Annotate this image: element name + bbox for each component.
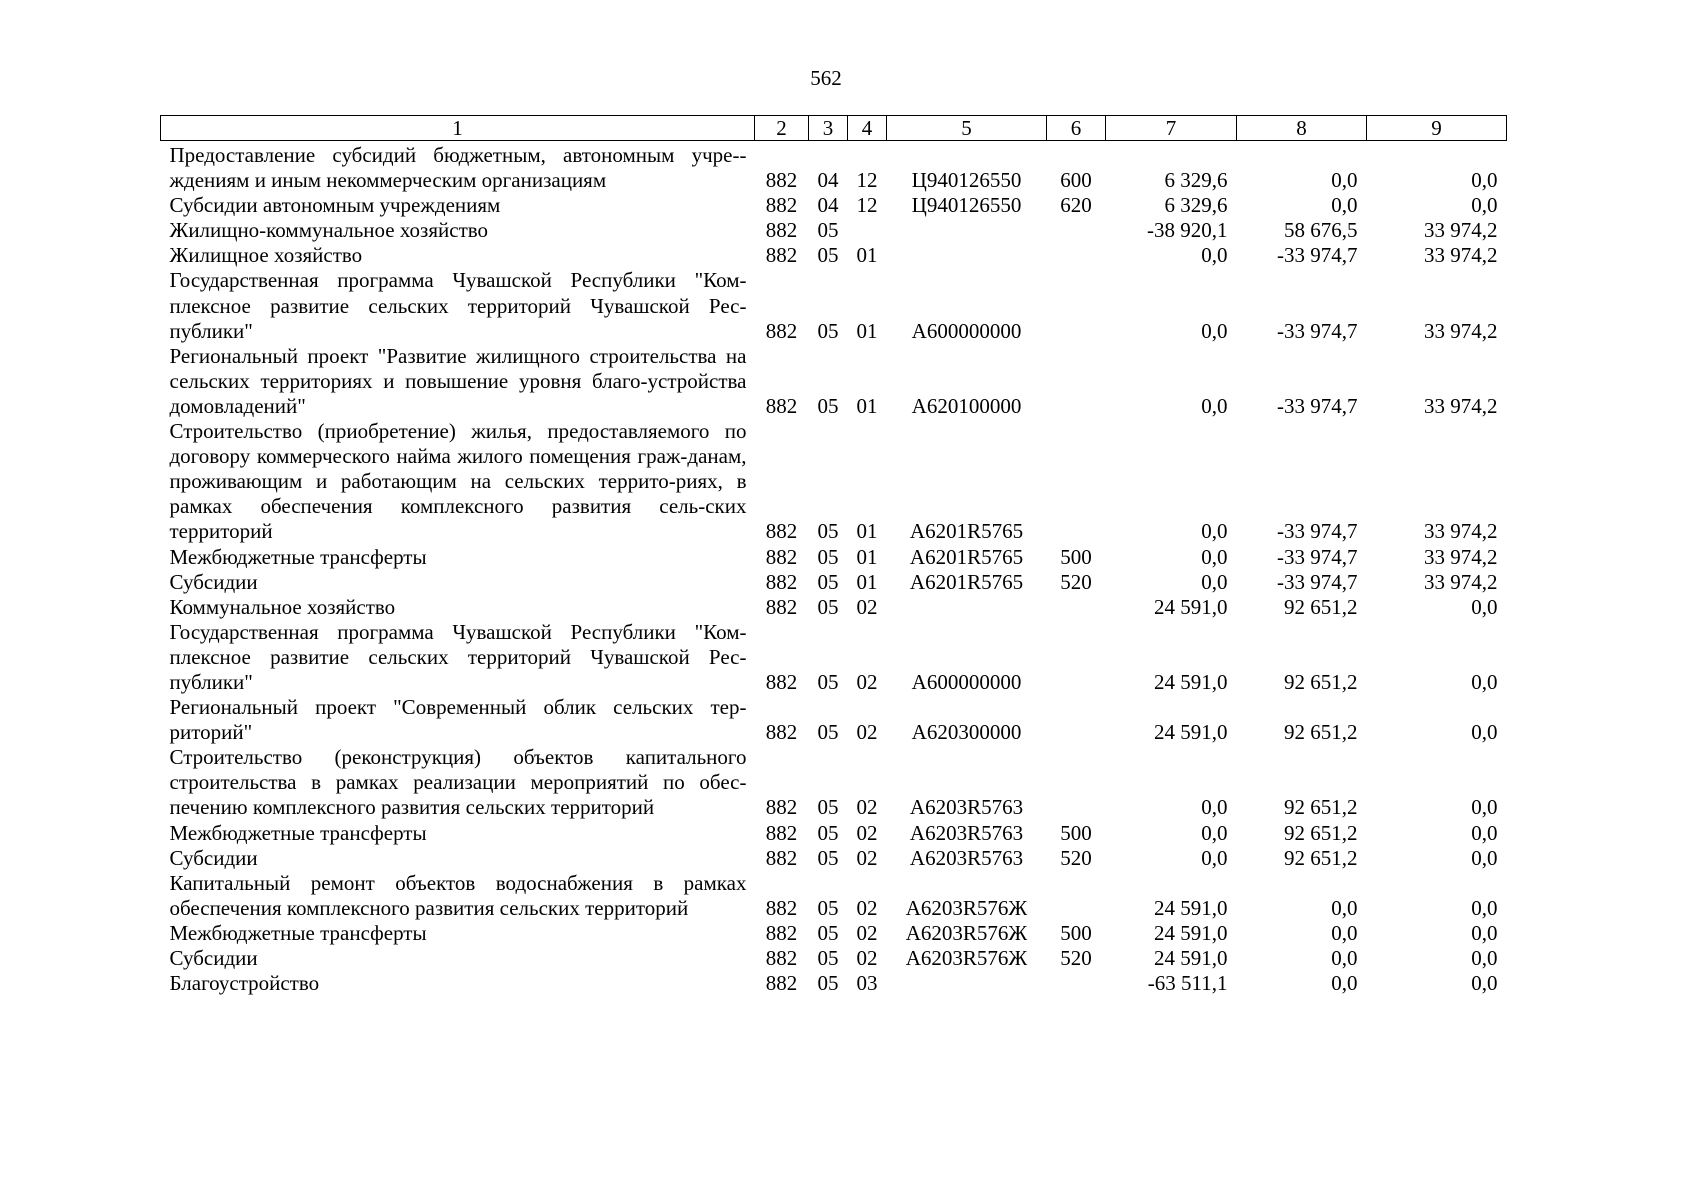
row-name: Коммунальное хозяйство (169, 594, 396, 619)
row-gr-code: 882 (765, 795, 798, 820)
row-expense-type (1047, 620, 1106, 695)
row-target-article (887, 971, 1047, 996)
row-target-article: А620100000 (911, 393, 1022, 418)
row-value-9: 0,0 (1471, 845, 1498, 870)
row-value-7: 0,0 (1201, 519, 1228, 544)
row-expense-type (1047, 218, 1106, 243)
row-section: 05 (817, 669, 839, 694)
row-name: Государственная программа Чувашской Республики "Ком-плексное развитие сельских территорий Чувашской Рес-публики" (169, 268, 747, 343)
row-expense-type (1047, 871, 1106, 921)
row-value-7: 24 591,0 (1154, 920, 1228, 945)
row-value-8: 92 651,2 (1284, 594, 1358, 619)
row-subsection: 12 (856, 193, 878, 218)
row-value-9: 0,0 (1471, 946, 1498, 970)
row-name: Региональный проект "Развитие жилищного строительства на сельских территориях и повышение уровня благо-устройства домовладений" (169, 343, 747, 418)
row-subsection: 02 (856, 820, 878, 845)
table-row (161, 871, 1507, 921)
row-value-7: 6 329,6 (1164, 168, 1228, 193)
row-gr-code: 882 (765, 971, 798, 996)
row-value-9: 0,0 (1471, 720, 1498, 745)
row-value-7: 0,0 (1201, 795, 1228, 820)
row-gr-code: 882 (765, 393, 798, 418)
row-name: Жилищно-коммунальное хозяйство (169, 218, 489, 243)
row-subsection: 01 (856, 243, 878, 268)
row-value-9: 33 974,2 (1424, 544, 1498, 569)
row-subsection: 03 (856, 971, 878, 996)
table-row (161, 745, 1507, 820)
row-subsection: 01 (856, 393, 878, 418)
row-section: 05 (817, 820, 839, 845)
row-target-article (887, 243, 1047, 268)
row-section: 05 (817, 318, 839, 343)
page-number: 562 (810, 66, 842, 90)
row-expense-type: 500 (1060, 920, 1092, 945)
row-value-9: 33 974,2 (1424, 519, 1498, 544)
table-row (161, 268, 1507, 343)
row-gr-code: 882 (765, 168, 798, 193)
row-subsection: 02 (856, 845, 878, 870)
header-col-8: 8 (1237, 116, 1367, 141)
header-col-2: 2 (755, 116, 809, 141)
row-value-7: 24 591,0 (1154, 946, 1228, 970)
row-value-8: 58 676,5 (1284, 218, 1358, 243)
row-gr-code: 882 (765, 720, 798, 745)
row-expense-type: 520 (1060, 845, 1092, 870)
row-expense-type: 620 (1060, 193, 1092, 218)
row-section: 05 (817, 393, 839, 418)
table-row (161, 193, 1507, 218)
header-col-3: 3 (809, 116, 848, 141)
row-expense-type (1047, 695, 1106, 745)
row-expense-type: 500 (1060, 544, 1092, 569)
row-value-9: 0,0 (1471, 594, 1498, 619)
table-row (161, 971, 1507, 996)
row-expense-type: 520 (1060, 569, 1092, 594)
row-subsection: 02 (856, 720, 878, 745)
row-section: 05 (817, 795, 839, 820)
header-col-9: 9 (1367, 116, 1507, 141)
row-value-9: 0,0 (1471, 168, 1498, 193)
row-value-8: -33 974,7 (1277, 393, 1358, 418)
table-row (161, 344, 1507, 419)
row-target-article: А6203R5763 (909, 845, 1024, 870)
row-target-article: А6203R5763 (909, 795, 1024, 820)
row-name: Жилищное хозяйство (169, 243, 363, 268)
row-value-8: -33 974,7 (1277, 569, 1358, 594)
row-gr-code: 882 (765, 243, 798, 268)
row-gr-code: 882 (765, 845, 798, 870)
row-gr-code: 882 (765, 193, 798, 218)
row-subsection: 01 (856, 544, 878, 569)
row-value-9: 0,0 (1471, 669, 1498, 694)
table-row (161, 846, 1507, 871)
row-section: 05 (817, 594, 839, 619)
row-expense-type (1047, 595, 1106, 620)
row-gr-code: 882 (765, 946, 798, 970)
row-name: Строительство (приобретение) жилья, предоставляемого по договору коммерческого найма жилого помещения граж-данам, проживающим и работающим на сельских террито-риях, в рамках обеспечения комплексного развития сель-ских территорий (169, 419, 747, 544)
row-target-article: А6203R576Ж (905, 946, 1028, 970)
row-section: 04 (817, 168, 839, 193)
row-value-8: -33 974,7 (1277, 243, 1358, 268)
row-value-9: 33 974,2 (1424, 218, 1498, 243)
row-gr-code: 882 (765, 669, 798, 694)
row-gr-code: 882 (765, 920, 798, 945)
row-name: Строительство (реконструкция) объектов капитального строительства в рамках реализации мероприятий по обес-печению комплексного развития сельских территорий (169, 745, 747, 820)
row-gr-code: 882 (765, 895, 798, 920)
header-col-4: 4 (848, 116, 887, 141)
row-value-7: 24 591,0 (1154, 669, 1228, 694)
table-body (161, 141, 1507, 997)
row-gr-code: 882 (765, 519, 798, 544)
row-target-article: А6203R576Ж (905, 920, 1028, 945)
row-target-article (887, 218, 1047, 243)
row-expense-type: 520 (1060, 946, 1092, 970)
row-value-7: -63 511,1 (1147, 971, 1228, 996)
row-value-8: 0,0 (1331, 971, 1358, 996)
row-target-article: А6203R5763 (909, 820, 1024, 845)
row-expense-type (1047, 971, 1106, 996)
row-section: 05 (817, 946, 839, 970)
row-section: 04 (817, 193, 839, 218)
row-name: Субсидии (169, 569, 258, 594)
row-section: 05 (817, 720, 839, 745)
row-value-7: 0,0 (1201, 393, 1228, 418)
row-section: 05 (817, 243, 839, 268)
header-col-5: 5 (887, 116, 1047, 141)
row-subsection: 02 (856, 895, 878, 920)
table-header (161, 116, 1507, 141)
row-value-9: 0,0 (1471, 795, 1498, 820)
row-gr-code: 882 (765, 218, 798, 243)
row-section: 05 (817, 971, 839, 996)
row-expense-type: 500 (1060, 820, 1092, 845)
row-value-7: 0,0 (1201, 243, 1228, 268)
row-subsection: 02 (856, 920, 878, 945)
table-row (161, 620, 1507, 695)
row-value-7: 24 591,0 (1154, 720, 1228, 745)
row-subsection: 02 (856, 594, 878, 619)
row-target-article: А6201R5765 (909, 544, 1024, 569)
row-subsection: 01 (856, 519, 878, 544)
row-target-article: А6203R576Ж (905, 895, 1028, 920)
row-subsection: 02 (856, 795, 878, 820)
table-row (161, 243, 1507, 268)
row-section: 05 (817, 569, 839, 594)
row-value-9: 0,0 (1471, 920, 1498, 945)
row-expense-type (1047, 419, 1106, 544)
row-subsection: 02 (856, 946, 878, 970)
row-section: 05 (817, 895, 839, 920)
row-target-article: А6201R5765 (909, 569, 1024, 594)
row-value-7: 0,0 (1201, 569, 1228, 594)
row-subsection: 01 (856, 569, 878, 594)
row-value-7: 0,0 (1201, 318, 1228, 343)
row-value-8: 0,0 (1331, 168, 1358, 193)
row-target-article (887, 595, 1047, 620)
row-value-8: -33 974,7 (1277, 519, 1358, 544)
row-value-8: 0,0 (1331, 193, 1358, 218)
table-row (161, 921, 1507, 946)
row-value-9: 33 974,2 (1424, 393, 1498, 418)
row-gr-code: 882 (765, 318, 798, 343)
row-name: Субсидии автономным учреждениям (169, 193, 501, 218)
row-value-8: 0,0 (1331, 895, 1358, 920)
row-value-7: 0,0 (1201, 845, 1228, 870)
row-target-article: Ц940126550 (911, 193, 1022, 218)
row-target-article: А6201R5765 (909, 519, 1024, 544)
row-value-9: 33 974,2 (1424, 569, 1498, 594)
row-target-article: А620300000 (911, 720, 1022, 745)
row-gr-code: 882 (765, 569, 798, 594)
row-name: Предоставление субсидий бюджетным, автономным учре-ждениям и иным некоммерческим организациям (169, 143, 747, 193)
header-col-7: 7 (1106, 116, 1237, 141)
row-value-7: 24 591,0 (1154, 594, 1228, 619)
row-section: 05 (817, 218, 839, 243)
table-row (161, 595, 1507, 620)
row-value-7: 6 329,6 (1164, 193, 1228, 218)
row-target-article: А600000000 (911, 669, 1022, 694)
row-expense-type (1047, 745, 1106, 820)
table-row (161, 218, 1507, 243)
row-value-8: 92 651,2 (1284, 669, 1358, 694)
row-name: Межбюджетные трансферты (169, 544, 427, 569)
row-subsection: 01 (856, 318, 878, 343)
row-gr-code: 882 (765, 544, 798, 569)
row-section: 05 (817, 519, 839, 544)
row-section: 05 (817, 920, 839, 945)
header-col-6: 6 (1047, 116, 1106, 141)
row-value-8: 92 651,2 (1284, 845, 1358, 870)
header-row (161, 116, 1507, 141)
row-value-8: 92 651,2 (1284, 795, 1358, 820)
row-name: Благоустройство (169, 971, 320, 996)
budget-table (160, 115, 1507, 996)
row-section: 05 (817, 845, 839, 870)
table-row (161, 946, 1507, 971)
row-expense-type (1047, 268, 1106, 343)
table-row (161, 545, 1507, 570)
row-expense-type (1047, 344, 1106, 419)
table-row (161, 695, 1507, 745)
row-gr-code: 882 (765, 820, 798, 845)
row-name: Государственная программа Чувашской Республики "Ком-плексное развитие сельских территорий Чувашской Рес-публики" (169, 619, 747, 694)
row-value-8: 92 651,2 (1284, 720, 1358, 745)
row-subsection: 02 (856, 669, 878, 694)
table-row (161, 141, 1507, 194)
row-value-7: 0,0 (1201, 544, 1228, 569)
row-value-8: -33 974,7 (1277, 318, 1358, 343)
row-value-9: 33 974,2 (1424, 243, 1498, 268)
row-gr-code: 882 (765, 594, 798, 619)
row-section: 05 (817, 544, 839, 569)
row-subsection: 12 (856, 168, 878, 193)
row-expense-type (1047, 243, 1106, 268)
table-row (161, 419, 1507, 544)
row-value-7: 24 591,0 (1154, 895, 1228, 920)
row-name: Капитальный ремонт объектов водоснабжения в рамках обеспечения комплексного развития сельских территорий (169, 870, 747, 920)
row-value-9: 0,0 (1471, 971, 1498, 996)
row-name: Межбюджетные трансферты (169, 820, 427, 845)
table-row (161, 570, 1507, 595)
row-value-9: 0,0 (1471, 895, 1498, 920)
row-target-article: Ц940126550 (911, 168, 1022, 193)
row-expense-type: 600 (1060, 168, 1092, 193)
row-value-7: -38 920,1 (1147, 218, 1228, 243)
row-value-8: -33 974,7 (1277, 544, 1358, 569)
row-value-9: 0,0 (1471, 820, 1498, 845)
row-name: Межбюджетные трансферты (169, 920, 427, 945)
row-value-7: 0,0 (1201, 820, 1228, 845)
row-target-article: А600000000 (911, 318, 1022, 343)
row-value-8: 92 651,2 (1284, 820, 1358, 845)
row-value-9: 33 974,2 (1424, 318, 1498, 343)
row-value-9: 0,0 (1471, 193, 1498, 218)
header-col-1: 1 (161, 116, 755, 141)
row-name: Региональный проект "Современный облик сельских тер-риторий" (169, 695, 747, 745)
table-row (161, 821, 1507, 846)
row-name: Субсидии (169, 946, 258, 970)
row-subsection (848, 218, 887, 243)
row-name: Субсидии (169, 845, 258, 870)
row-value-8: 0,0 (1331, 946, 1358, 970)
row-value-8: 0,0 (1331, 920, 1358, 945)
